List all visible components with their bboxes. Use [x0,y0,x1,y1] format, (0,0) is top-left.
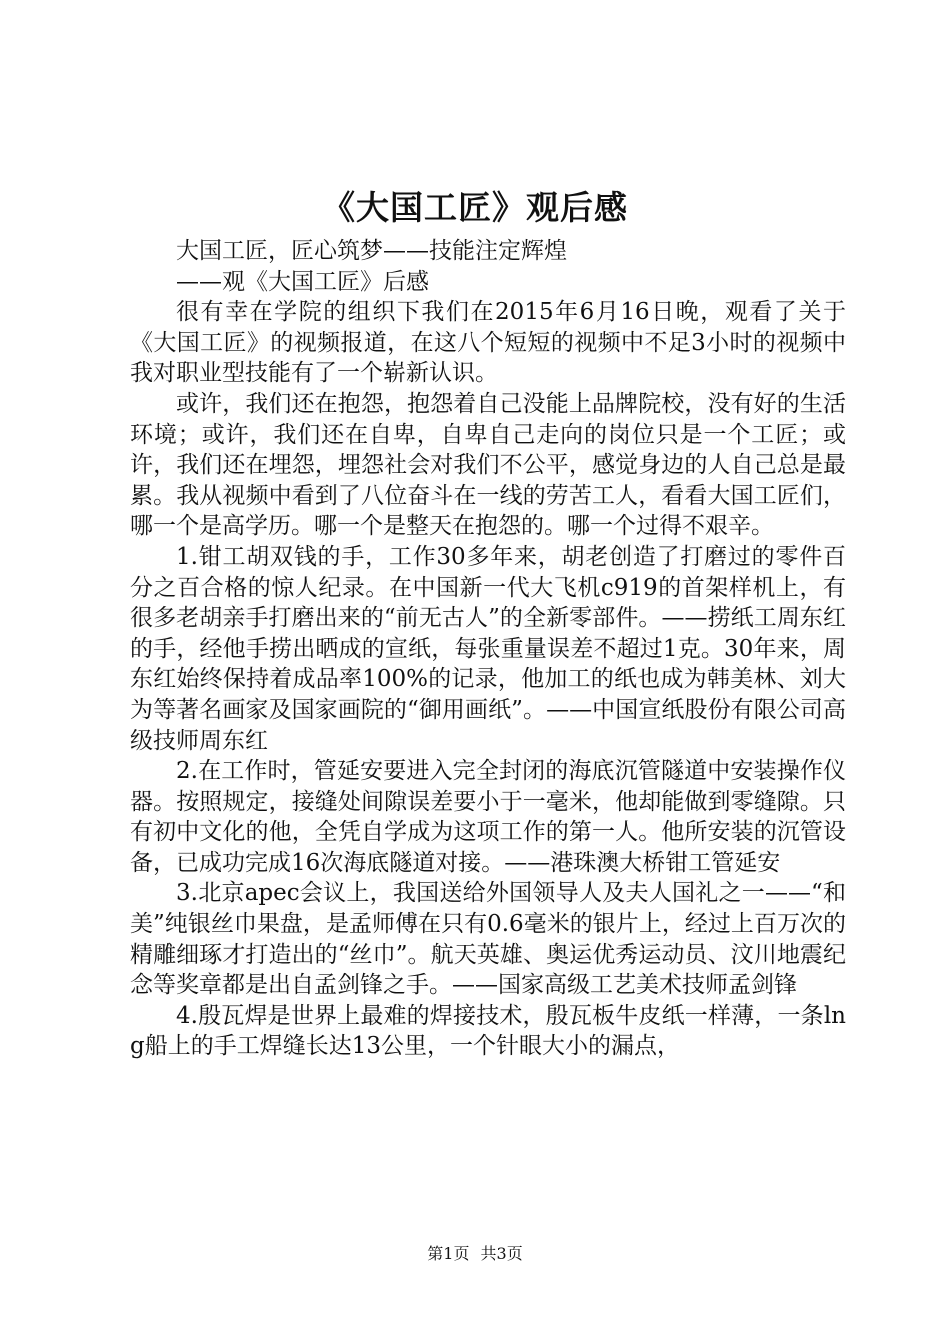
subtitle-line-2: ——观《大国工匠》后感 [176,268,429,295]
page-number-total: 共3页 [480,1244,523,1263]
document-title: 《大国工匠》观后感 [322,188,628,227]
subtitle-line-1: 大国工匠，匠心筑梦——技能注定辉煌 [176,238,567,264]
page-number-current: 第1页 [427,1244,470,1263]
page-footer [0,1243,950,1265]
paragraph-item-2: 2.在工作时，管延安要进入完全封闭的海底沉管隧道中安装操作仪器。按照规定，接缝处间隙误差要小于一毫米，他却能做到零缝隙。只有初中文化的他，全凭自学成为这项工作的第一人。他所安装的沉管设备，已成功完成16次海底隧道对接。——港珠澳大桥钳工管延安 [130,758,846,876]
document-body [130,236,846,1062]
paragraph-intro: 很有幸在学院的组织下我们在2015年6月16日晚，观看了关于《大国工匠》的视频报道，在这八个短短的视频中不足3小时的视频中我对职业型技能有了一个崭新认识。 [130,299,846,387]
paragraph-item-1: 1.钳工胡双钱的手，工作30多年来，胡老创造了打磨过的零件百分之百合格的惊人纪录。在中国新一代大飞机c919的首架样机上，有很多老胡亲手打磨出来的“前无古人”的全新零部件。——捞纸工周东红的手，经他手捞出晒成的宣纸，每张重量误差不超过1克。30年来，周东红始终保持着成品率100%的记录，他加工的纸也成为韩美林、刘大为等著名画家及国家画院的“御用画纸”。——中国宣纸股份有限公司高级技师周东红 [130,543,846,754]
paragraph-item-4: 4.殷瓦焊是世界上最难的焊接技术，殷瓦板牛皮纸一样薄，一条lng船上的手工焊缝长达13公里，一个针眼大小的漏点， [130,1002,846,1060]
paragraph-reflection: 或许，我们还在抱怨，抱怨着自己没能上品牌院校，没有好的生活环境；或许，我们还在自卑，自卑自己走向的岗位只是一个工匠；或许，我们还在埋怨，埋怨社会对我们不公平，感觉身边的人自己总是最累。我从视频中看到了八位奋斗在一线的劳苦工人，看看大国工匠们，哪一个是高学历。哪一个是整天在抱怨的。哪一个过得不艰辛。 [130,390,846,540]
paragraph-item-3: 3.北京apec会议上，我国送给外国领导人及夫人国礼之一——“和美”纯银丝巾果盘，是孟师傅在只有0.6毫米的银片上，经过上百万次的精雕细琢才打造出的“丝巾”。航天英雄、奥运优秀运动员、汶川地震纪念等奖章都是出自孟剑锋之手。——国家高级工艺美术技师孟剑锋 [130,880,846,999]
